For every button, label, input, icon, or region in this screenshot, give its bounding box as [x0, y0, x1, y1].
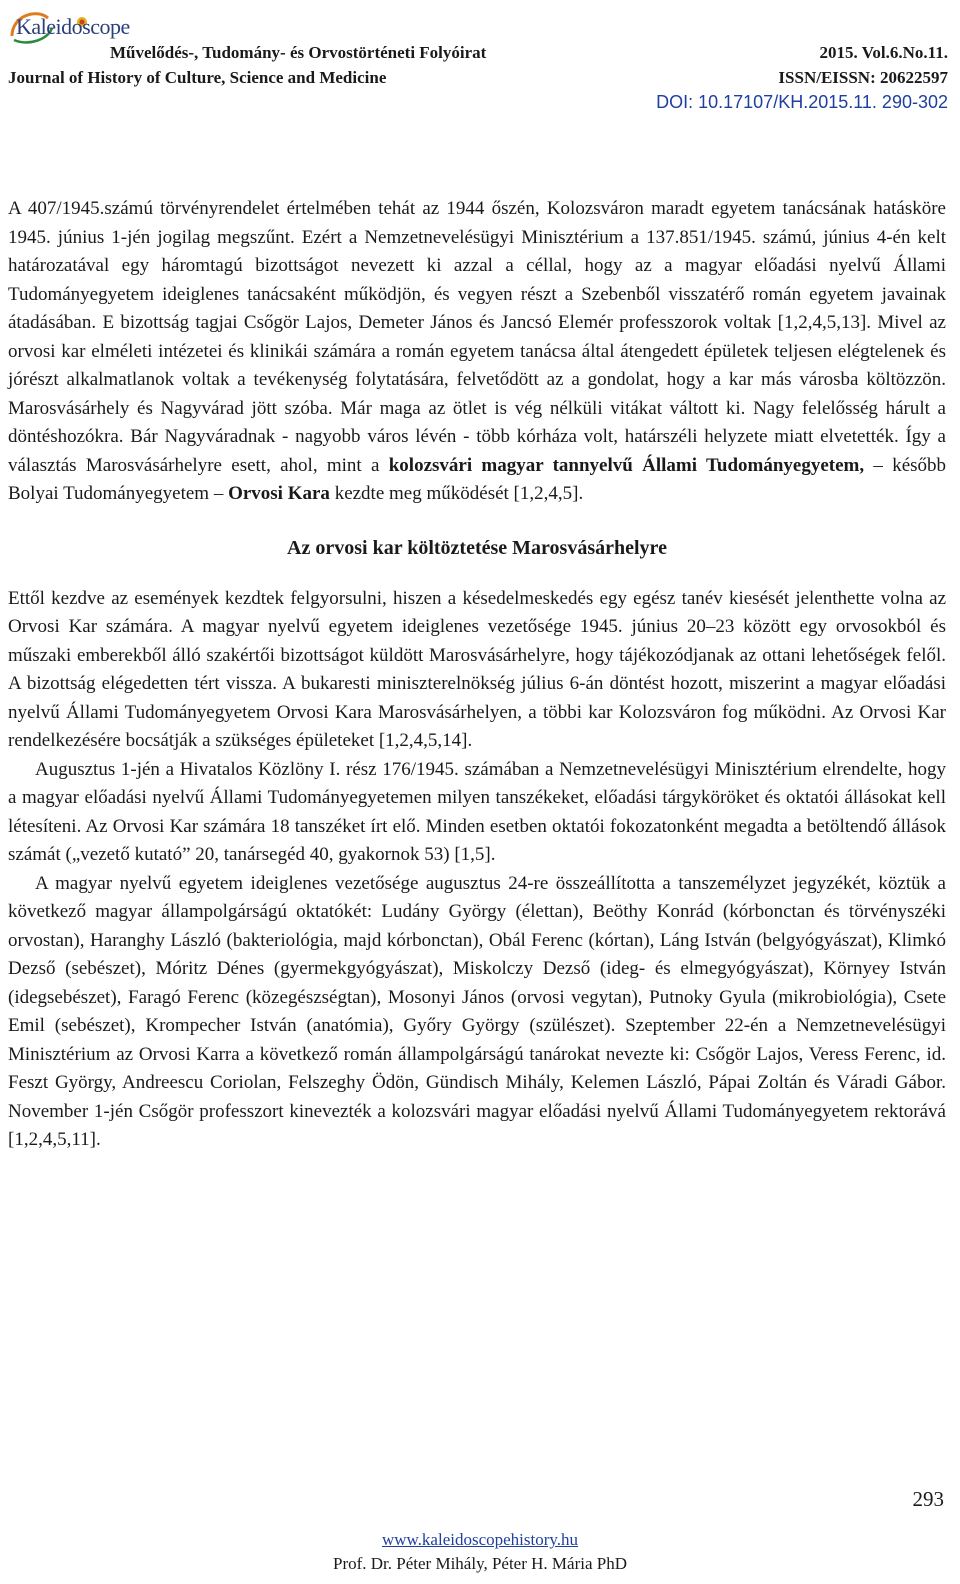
issue-info: 2015. Vol.6.No.11. — [819, 43, 948, 62]
paragraph-3: Augusztus 1-jén a Hivatalos Közlöny I. rész 176/1945. számában a Nemzetnevelésügyi Minisztérium elrendelte, hogy a magyar előadási nyelvű Állami Tudományegyetemen milyen tanszékeket, előadási tárgyköröket és oktatói állásokat kell létesíteni. Az Orvosi Kar számára 18 tanszéket írt elő. Minden esetben oktatói fokozatonként megadta a betöltendő állások számát („vezető kutató” 20, tanársegéd 40, gyakornok 53) [1,5]. — [8, 758, 946, 865]
paragraph-1-text-a: A 407/1945.számú törvényrendelet értelmében tehát az 1944 őszén, Kolozsváron maradt egyetem tanácsának hatásköre 1945. június 1-jén jogilag megszűnt. Ezért a Nemzetnevelésügyi Minisztérium a 137.851/1945. számú, június 4-én kelt határozatával egy háromtagú bizottságot nevezett ki azzal a céllal, hogy az a magyar előadási nyelvű Állami Tudományegyetem ideiglenes tanácsaként működjön, és vegyen részt a Szebenből visszatérő román egyetem javainak átadásában. E bizottság tagjai Csőgör Lajos, Demeter János és Jancsó Elemér professzorok voltak [1,2,4,5,13]. Mivel az orvosi kar elméleti intézetei és klinikái számára a román egyetem tanácsa által átengedett épületek teljesen elégtelenek és jórészt alkalmatlanok voltak a tevékenység folytatására, felvetődött az a gondolat, hogy a kar más városba költözzön. Marosvásárhely és Nagyvárad jött szóba. Már maga az ötlet is vég nélküli vitákat váltott ki. Nagy felelősség hárult a döntéshozókra. Bár Nagyváradnak - nagyobb város lévén - több kórháza volt, határszéli helyzete miatt elvetették. Így a választás Marosvásárhelyre esett, ahol, mint a — [8, 198, 946, 476]
paragraph-1-text-c: kezdte meg működését [1,2,4,5]. — [334, 483, 584, 504]
paragraph-1 — [8, 195, 946, 509]
journal-title-english: Journal of History of Culture, Science and Medicine — [8, 68, 387, 87]
paragraph-4: A magyar nyelvű egyetem ideiglenes vezetősége augusztus 24-re összeállította a tanszemélyzet jegyzékét, köztük a következő magyar állampolgárságú oktatókét: Ludány György (élettan), Beöthy Konrád (kórbonctan és törvényszéki orvostan), Haranghy László (bakteriológia, majd kórbonctan), Obál Ferenc (kórtan), Láng István (belgyógyászat), Klimkó Dezső (sebészet), Móritz Dénes (gyermekgyógyászat), Miskolczy Dezső (ideg- és elmegyógyászat), Környey István (idegsebészet), Faragó Ferenc (közegészségtan), Mosonyi János (orvosi vegytan), Putnoky Gyula (mikrobiológia), Csete Emil (sebészet), Krompecher István (anatómia), Győry György (szülészet). Szeptember 22-én a Nemzetnevelésügyi Minisztérium az Orvosi Karra a következő román állampolgárságú tanárokat nevezte ki: Csőgör Lajos, Veress Ferenc, id. Feszt György, Andreescu Coriolan, Felszeghy Ödön, Gündisch Mihály, Kelemen László, Pápai Zoltán és Váradi Gábor. November 1-jén Csőgör professzort kinevezték a kolozsvári magyar előadási nyelvű Állami Tudományegyetem rektorává [1,2,4,5,11]. — [8, 872, 946, 1150]
paragraph-1-bold-university: kolozsvári magyar tannyelvű Állami Tudományegyetem, — [388, 454, 865, 476]
footer-authors: Prof. Dr. Péter Mihály, Péter H. Mária PhD — [333, 1554, 627, 1573]
journal-title-hungarian: Művelődés-, Tudomány- és Orvostörténeti Folyóirat — [110, 43, 487, 62]
section-title: Az orvosi kar költöztetése Marosvásárhelyre — [287, 536, 667, 559]
article-body — [8, 195, 946, 1155]
paragraph-1-text-b: – később Bolyai Tudományegyetem – — [8, 454, 947, 504]
page-number: 293 — [912, 1487, 944, 1511]
paragraph-1-bold-faculty: Orvosi Kara — [228, 483, 330, 504]
paragraph-2: Ettől kezdve az események kezdtek felgyorsulni, hiszen a késedelmeskedés egy egész tanév kiesését jelenthette volna az Orvosi Kar számára. A magyar nyelvű egyetem ideiglenes vezetősége 1945. június 20–23 között egy orvosokból és műszaki emberekből álló szakértői bizottságot küldött Marosvásárhelyre, hogy tájékozódjanak az ottani lehetőségek felől. A bizottság elégedetten tért vissza. A bukaresti miniszterelnökség július 6-án döntést hozott, miszerint a magyar előadási nyelvű Állami Tudományegyetem Orvosi Kara Marosvásárhelyen, a többi kar Kolozsváron fog működni. Az Orvosi Kar rendelkezésére bocsátják a szükséges épületeket [1,2,4,5,14]. — [8, 587, 946, 751]
logo-wordmark: Kaleidoscope — [16, 14, 130, 39]
doi-info: DOI: 10.17107/KH.2015.11. 290-302 — [656, 92, 948, 112]
issn-info: ISSN/EISSN: 20622597 — [778, 68, 948, 87]
footer-website-link[interactable]: www.kaleidoscopehistory.hu — [381, 1530, 579, 1549]
